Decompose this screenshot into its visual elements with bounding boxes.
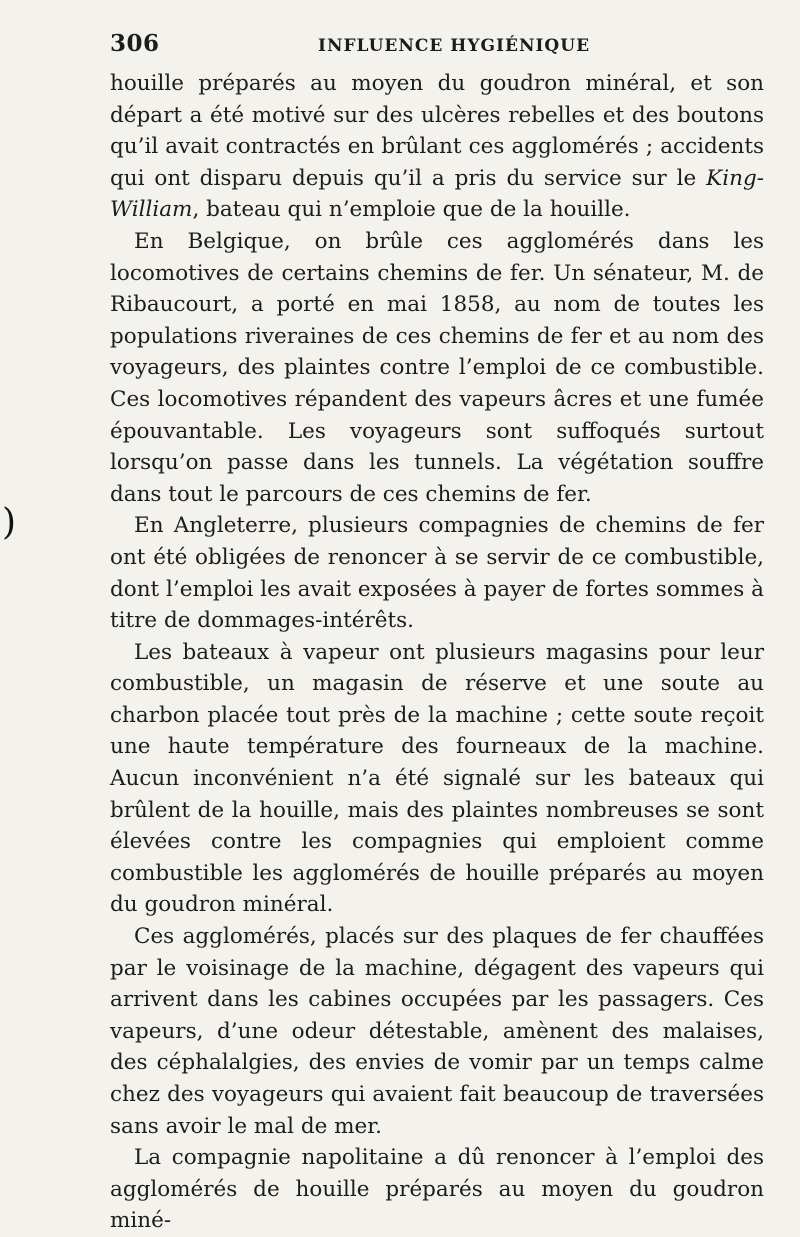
page-number: 306 bbox=[110, 30, 160, 57]
running-head: INFLUENCE HYGIÉNIQUE bbox=[318, 36, 591, 56]
paragraph-2: En Belgique, on brûle ces agglomérés dans les locomotives de certains chemins de fer. Un sénateur, M. de Ribaucourt, a porté en mai 1858, au nom de toutes les populations riveraines de ces chemins de fer et au nom des voyageurs, des plaintes contre l’emploi de ce combustible. Ces locomotives répandent des vapeurs âcres et une fumée épouvantable. Les voyageurs sont suffoqués surtout lorsqu’on passe dans les tunnels. La végétation souffre dans tout le parcours de ces chemins de fer. bbox=[110, 228, 764, 507]
paragraph-1-text-b: , bateau qui n’emploie que de la houille. bbox=[192, 197, 631, 223]
paragraph-1-text-a: houille préparés au moyen du goudron minéral, et son départ a été motivé sur des ulcères rebelles et des boutons qu’il avait contractés en brûlant ces agglomérés ; accidents qui ont disparu depuis qu’il a pris du service sur le bbox=[110, 71, 764, 191]
margin-pencil-mark: ) bbox=[2, 502, 17, 543]
body-text bbox=[110, 68, 764, 1237]
paragraph-3: En Angleterre, plusieurs compagnies de chemins de fer ont été obligées de renoncer à se servir de ce combustible, dont l’emploi les avait exposées à payer de fortes sommes à titre de dommages-intérêts. bbox=[110, 513, 764, 634]
page-header bbox=[110, 30, 765, 66]
ship-name-king-william: King-William bbox=[110, 165, 764, 223]
paragraph-4: Les bateaux à vapeur ont plusieurs magasins pour leur combustible, un magasin de réserve et une soute au charbon placée tout près de la machine ; cette soute reçoit une haute température des fourneaux de la machine. Aucun inconvénient n’a été signalé sur les bateaux qui brûlent de la houille, mais des plaintes nombreuses se sont élevées contre les compagnies qui emploient comme combustible les agglomérés de houille préparés au moyen du goudron minéral. bbox=[110, 639, 764, 918]
paragraph-6: La compagnie napolitaine a dû renoncer à l’emploi des agglomérés de houille préparés au moyen du goudron miné- bbox=[110, 1145, 764, 1234]
paragraph-5: Ces agglomérés, placés sur des plaques de fer chauffées par le voisinage de la machine, dégagent des vapeurs qui arrivent dans les cabines occupées par les passagers. Ces vapeurs, d’une odeur détestable, amènent des malaises, des céphalalgies, des envies de vomir par un temps calme chez des voyageurs qui avaient fait beaucoup de traversées sans avoir le mal de mer. bbox=[110, 924, 764, 1139]
paragraph-1 bbox=[110, 68, 764, 226]
